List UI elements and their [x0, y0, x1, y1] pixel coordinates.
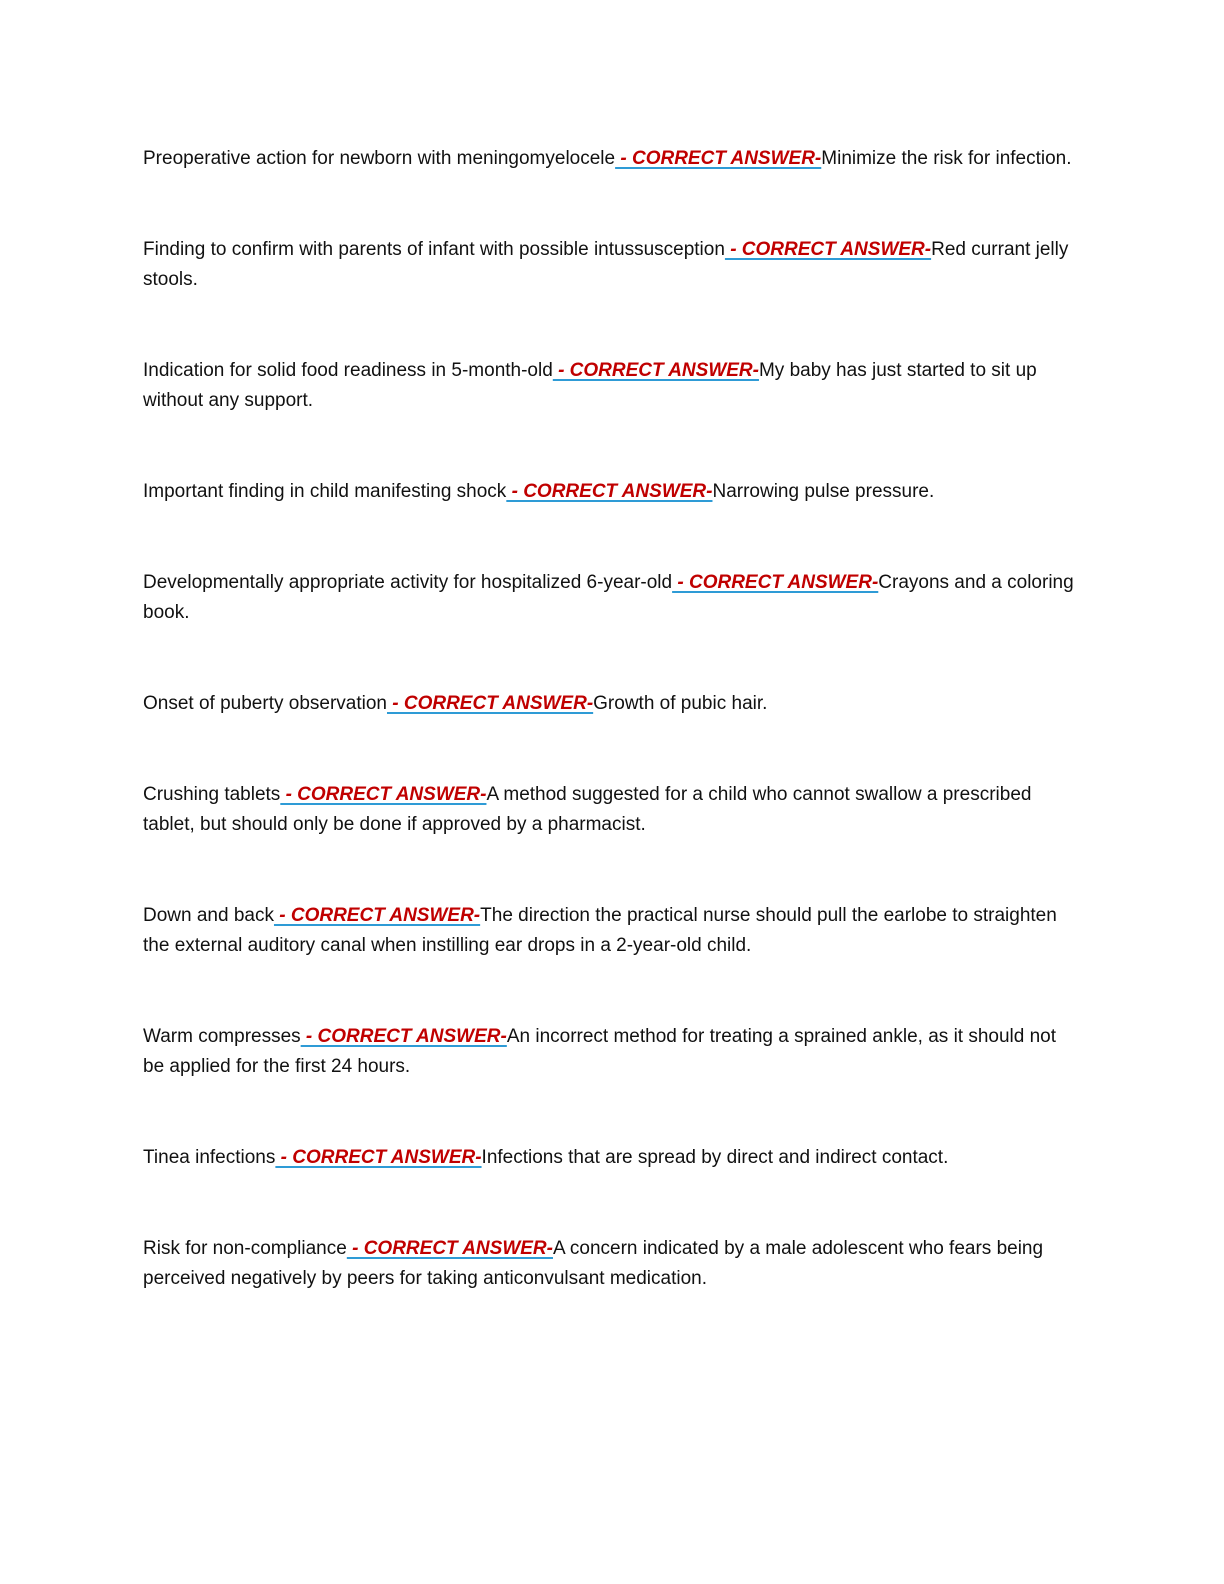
entry-answer: The direction the practical nurse should pull the earlobe to straighten the external auditory canal when instilling ear drops in a 2-year-old child. [143, 905, 1057, 956]
qa-entry [143, 780, 1078, 840]
correct-answer-marker: - CORRECT ANSWER- [552, 360, 759, 381]
entry-answer: A method suggested for a child who cannot swallow a prescribed tablet, but should only be done if approved by a pharmacist. [143, 784, 1032, 835]
qa-entry [143, 144, 1078, 174]
entry-answer: My baby has just started to sit up without any support. [143, 360, 1037, 411]
entry-answer: An incorrect method for treating a sprained ankle, as it should not be applied for the first 24 hours. [143, 1026, 1057, 1077]
correct-answer-marker: - CORRECT ANSWER- [386, 693, 594, 714]
entry-term: Down and back [143, 905, 274, 926]
qa-entry [143, 901, 1078, 961]
correct-answer-marker: - CORRECT ANSWER- [346, 1238, 553, 1259]
entry-answer: Crayons and a coloring book. [143, 572, 1074, 623]
qa-entry [143, 1234, 1078, 1294]
qa-entry [143, 689, 1078, 719]
correct-answer-marker: - CORRECT ANSWER- [273, 905, 481, 926]
entry-answer: Growth of pubic hair. [593, 693, 768, 714]
qa-entry [143, 1022, 1078, 1082]
entry-term: Risk for non-compliance [143, 1238, 347, 1259]
correct-answer-marker: - CORRECT ANSWER- [300, 1026, 507, 1047]
entry-term: Onset of puberty observation [143, 693, 387, 714]
entry-answer: Minimize the risk for infection. [821, 148, 1072, 169]
entry-answer: Narrowing pulse pressure. [712, 481, 935, 502]
entry-term: Crushing tablets [143, 784, 281, 805]
correct-answer-marker: - CORRECT ANSWER- [275, 1147, 482, 1168]
entry-term: Important finding in child manifesting shock [143, 481, 507, 502]
correct-answer-marker: - CORRECT ANSWER- [615, 148, 822, 169]
correct-answer-marker: - CORRECT ANSWER- [724, 239, 932, 260]
entry-answer: A concern indicated by a male adolescent who fears being perceived negatively by peers for taking anticonvulsant medication. [143, 1238, 1044, 1289]
qa-entry [143, 356, 1078, 416]
entry-term: Warm compresses [143, 1026, 301, 1047]
qa-list [143, 144, 1078, 1294]
entry-term: Developmentally appropriate activity for hospitalized 6-year-old [143, 572, 673, 593]
entry-term: Finding to confirm with parents of infant with possible intussusception [143, 239, 725, 260]
entry-term: Preoperative action for newborn with meningomyelocele [143, 148, 616, 169]
qa-entry [143, 235, 1078, 295]
qa-entry [143, 568, 1078, 628]
entry-term: Tinea infections [143, 1147, 276, 1168]
entry-answer: Infections that are spread by direct and indirect contact. [481, 1147, 949, 1168]
qa-entry [143, 477, 1078, 507]
correct-answer-marker: - CORRECT ANSWER- [280, 784, 487, 805]
correct-answer-marker: - CORRECT ANSWER- [672, 572, 879, 593]
correct-answer-marker: - CORRECT ANSWER- [506, 481, 713, 502]
entry-answer: Red currant jelly stools. [143, 239, 1069, 290]
entry-term: Indication for solid food readiness in 5-month-old [143, 360, 553, 381]
qa-entry [143, 1143, 1078, 1173]
